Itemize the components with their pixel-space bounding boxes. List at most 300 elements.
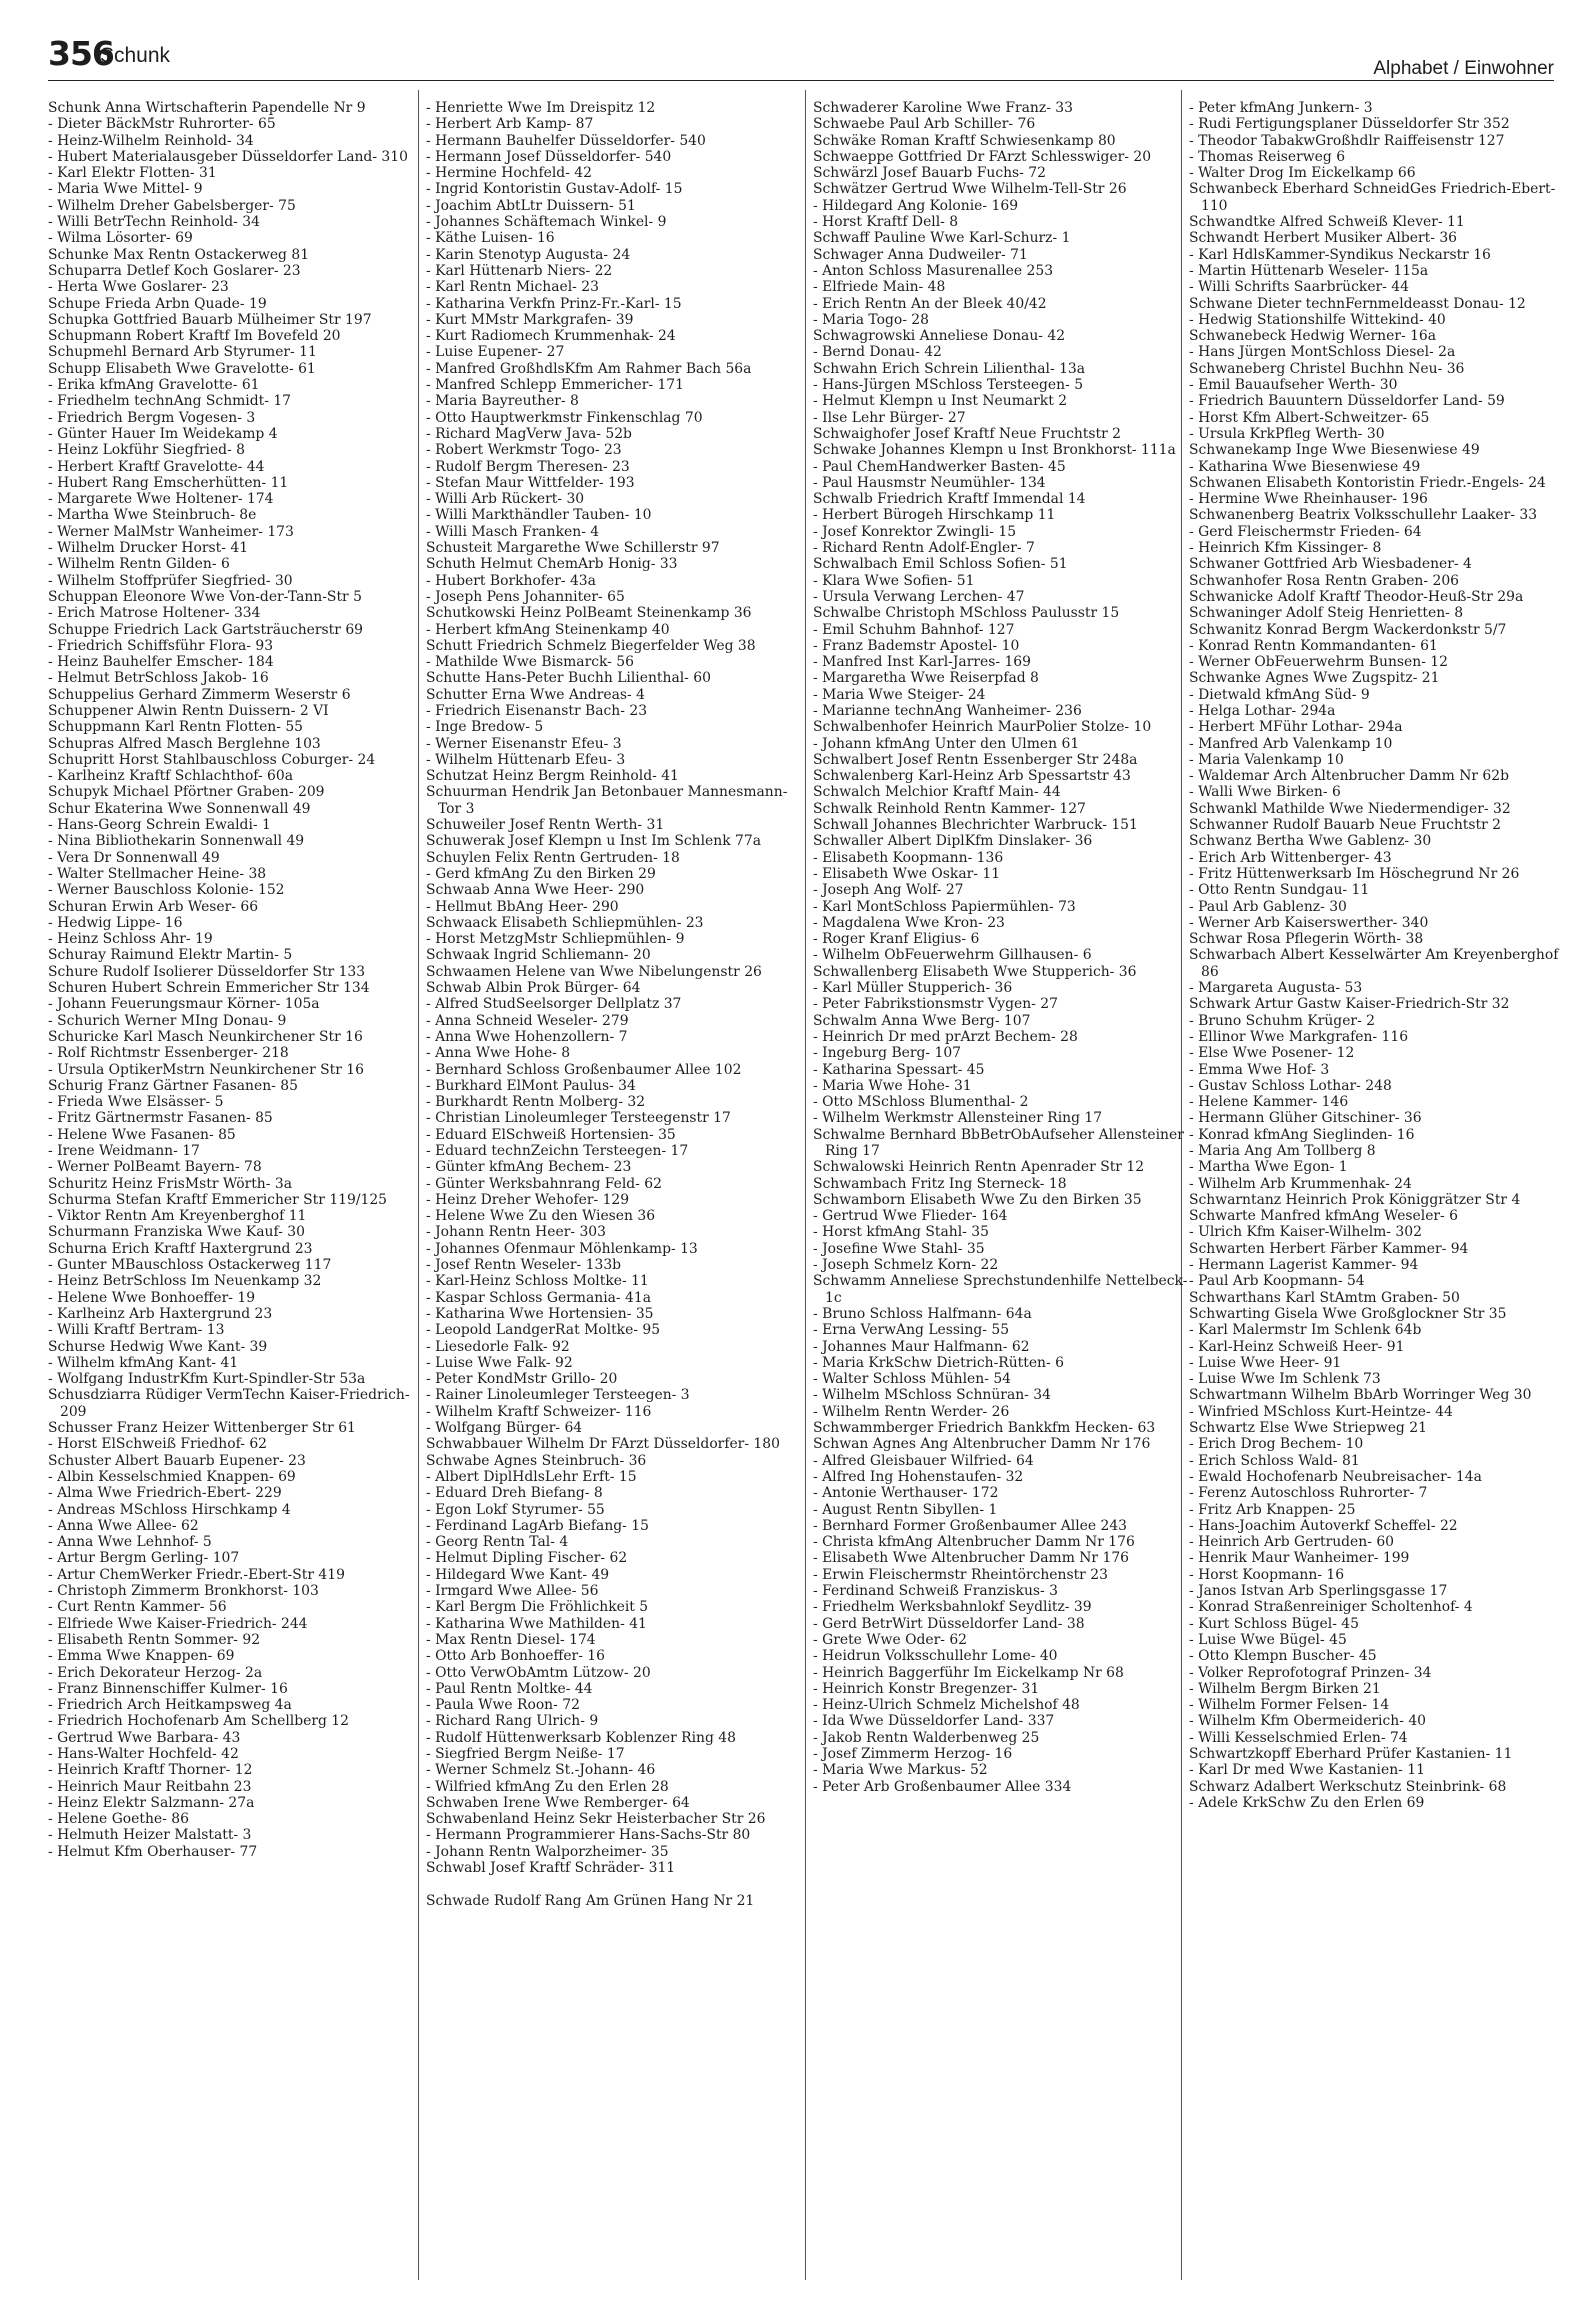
directory-entry: Schurma Stefan Kraftf Emmericher Str 119/125: [48, 1191, 388, 1208]
directory-entry: Schwanz Bertha Wwe Gablenz- 30: [1189, 833, 1432, 850]
directory-entry: Schunk Anna Wirtschafterin Papendelle Nr 9: [48, 100, 366, 116]
directory-entry: Schusser Franz Heizer Wittenberger Str 61: [48, 1420, 356, 1437]
directory-entry: - Katharina Wwe Mathilden- 41: [426, 1615, 647, 1632]
directory-entry: - Katharina Spessart- 45: [813, 1061, 985, 1078]
directory-entry: Schwalowski Heinrich Rentn Apenrader Str 12: [813, 1159, 1145, 1176]
directory-entry: - Helene Wwe Fasanen- 85: [48, 1126, 236, 1143]
directory-entry: - Willi Masch Franken- 4: [426, 523, 600, 540]
directory-entry: Schuparra Detlef Koch Goslarer- 23: [48, 262, 301, 279]
directory-entry: Schwanenberg Beatrix Volksschullehr Laaker- 33: [1189, 507, 1538, 524]
directory-entry: - Willi Markthändler Tauben- 10: [426, 507, 652, 524]
directory-entry: - Else Wwe Posener- 12: [1189, 1045, 1355, 1062]
directory-entry: Schutt Friedrich Schmelz Biegerfelder Weg 38: [426, 637, 756, 654]
directory-entry: Schunke Max Rentn Ostackerweg 81: [48, 246, 310, 263]
directory-entry: - Bernhard Former Großenbaumer Allee 243: [813, 1517, 1128, 1534]
directory-entry: - Heinz Schloss Ahr- 19: [48, 931, 213, 948]
directory-entry: - Karl Elektr Flotten- 31: [48, 165, 217, 182]
directory-entry: - Wilfried kfmAng Zu den Erlen 28: [426, 1778, 669, 1795]
directory-entry: - Eduard technZeichn Tersteegen- 17: [426, 1143, 689, 1159]
directory-entry: - Johannes Ofenmaur Möhlenkamp- 13: [426, 1240, 698, 1257]
directory-entry: Schuppan Eleonore Wwe Von-der-Tann-Str 5: [48, 588, 362, 605]
directory-entry: - Friedrich Eisenanstr Bach- 23: [426, 702, 648, 719]
directory-entry: - Hellmut BbAng Heer- 290: [426, 898, 619, 915]
directory-entry: - Wilhelm Former Felsen- 14: [1189, 1697, 1390, 1714]
directory-entry: - Josefine Wwe Stahl- 35: [813, 1240, 985, 1257]
directory-entry: - Helmut Klempn u Inst Neumarkt 2: [813, 393, 1068, 410]
directory-entry: - Maria KrkSchw Dietrich-Rütten- 6: [813, 1354, 1064, 1371]
directory-entry: Schwallenberg Elisabeth Wwe Stupperich- 36: [813, 963, 1137, 980]
directory-entry: Schusdziarra Rüdiger VermTechn Kaiser-Friedrich- 209: [48, 1387, 410, 1420]
entry-column-3: [813, 100, 1188, 1795]
directory-entry: - Ida Wwe Düsseldorfer Land- 337: [813, 1713, 1055, 1730]
directory-entry: - Herbert Bürogeh Hirschkamp 11: [813, 507, 1056, 524]
directory-entry: - Rainer Linoleumleger Tersteegen- 3: [426, 1387, 690, 1404]
directory-entry: - Volker Reprofotograf Prinzen- 34: [1189, 1664, 1432, 1681]
directory-entry: - Josef Rentn Weseler- 133b: [426, 1257, 622, 1274]
directory-entry: Schwammberger Friedrich Bankkfm Hecken- 63: [813, 1420, 1156, 1437]
directory-entry: - Hubert Materialausgeber Düsseldorfer Land- 310: [48, 148, 408, 165]
directory-entry: - Peter KondMstr Grillo- 20: [426, 1371, 618, 1388]
directory-entry: - Hans-Walter Hochfeld- 42: [48, 1745, 239, 1762]
directory-entry: - Alfred Ing Hohenstaufen- 32: [813, 1468, 1024, 1485]
directory-entry: - Anna Wwe Allee- 62: [48, 1517, 199, 1534]
running-head-keyword: Schunk: [100, 44, 171, 67]
directory-entry: - Heinz Dreher Wehofer- 129: [426, 1191, 630, 1208]
directory-entry: - Manfred GroßhdlsKfm Am Rahmer Bach 56a: [426, 360, 752, 377]
directory-entry: - Heinrich Konstr Bregenzer- 31: [813, 1680, 1040, 1697]
directory-entry: Schwaak Ingrid Schliemann- 20: [426, 947, 651, 964]
directory-entry: - Franz Bademstr Apostel- 10: [813, 637, 1020, 654]
directory-entry: Schwarz Adalbert Werkschutz Steinbrink- 68: [1189, 1778, 1507, 1795]
directory-entry: - Heinz Lokführ Siegfried- 8: [48, 442, 246, 459]
directory-entry: - Eduard ElSchweiß Hortensien- 35: [426, 1126, 676, 1143]
directory-entry: - Andreas MSchloss Hirschkamp 4: [48, 1501, 291, 1518]
directory-entry: - Wolfgang Bürger- 64: [426, 1420, 583, 1437]
directory-entry: - Luise Wwe Bügel- 45: [1189, 1631, 1347, 1648]
directory-entry: - Erich Schloss Wald- 81: [1189, 1452, 1360, 1469]
directory-entry: - Heinrich Kfm Kissinger- 8: [1189, 540, 1382, 557]
directory-entry: - Josef Konrektor Zwingli- 15: [813, 523, 1017, 540]
directory-entry: - Anna Wwe Hohe- 8: [426, 1045, 571, 1062]
directory-entry: - Werner PolBeamt Bayern- 78: [48, 1159, 262, 1176]
directory-entry: - Helga Lothar- 294a: [1189, 702, 1336, 719]
directory-entry: - Vera Dr Sonnenwall 49: [48, 849, 220, 866]
directory-entry: - Erwin Fleischermstr Rheintörchenstr 23: [813, 1566, 1108, 1583]
directory-entry: - Heinz Bauhelfer Emscher- 184: [48, 654, 274, 671]
directory-entry: Schwalch Melchior Kraftf Main- 44: [813, 784, 1061, 801]
directory-entry: - Wilhelm Kraftf Schweizer- 116: [426, 1403, 652, 1420]
directory-entry: - Paula Wwe Roon- 72: [426, 1697, 580, 1714]
directory-entry: - Artur Bergm Gerling- 107: [48, 1550, 240, 1567]
directory-entry: - Hedwig Stationshilfe Wittekind- 40: [1189, 311, 1446, 328]
directory-entry: - Ursula Verwang Lerchen- 47: [813, 588, 1025, 605]
directory-entry: Schwar Rosa Pflegerin Wörth- 38: [1189, 931, 1424, 948]
directory-entry: Schwager Anna Dudweiler- 71: [813, 246, 1028, 263]
directory-entry: - Rudolf Hüttenwerksarb Koblenzer Ring 48: [426, 1729, 736, 1746]
directory-entry: - Peter kfmAng Junkern- 3: [1189, 100, 1373, 116]
directory-entry: Schwarting Gisela Wwe Großglockner Str 35: [1189, 1305, 1507, 1322]
directory-entry: Schwarten Herbert Färber Kammer- 94: [1189, 1240, 1469, 1257]
directory-entry: Schwaeppe Gottfried Dr FArzt Schlesswiger- 20: [813, 148, 1152, 165]
directory-entry: Schwabenland Heinz Sekr Heisterbacher Str 26: [426, 1811, 766, 1828]
directory-entry: Schutkowski Heinz PolBeamt Steinenkamp 36: [426, 605, 752, 622]
directory-entry: - Otto Arb Bonhoeffer- 16: [426, 1648, 605, 1665]
directory-entry: Schuwerak Josef Klempn u Inst Im Schlenk 77a: [426, 833, 761, 850]
directory-entry: Schwarte Manfred kfmAng Weseler- 6: [1189, 1208, 1459, 1225]
directory-entry: Schwanen Elisabeth Kontoristin Friedr.-Engels- 24: [1189, 474, 1546, 491]
directory-entry: - Heinrich Baggerführ Im Eickelkamp Nr 68: [813, 1664, 1124, 1681]
directory-entry: - Heinrich Kraftf Thorner- 12: [48, 1762, 253, 1779]
directory-entry: Schupmann Robert Kraftf Im Bovefeld 20: [48, 328, 341, 345]
directory-entry: - Alfred Gleisbauer Wilfried- 64: [813, 1452, 1034, 1469]
directory-entry: - Emma Wwe Knappen- 69: [48, 1648, 235, 1665]
directory-entry: - Gerd BetrWirt Düsseldorfer Land- 38: [813, 1615, 1085, 1632]
directory-entry: - Dietwald kfmAng Süd- 9: [1189, 686, 1370, 703]
directory-entry: - Bruno Schuhm Krüger- 2: [1189, 1012, 1376, 1029]
directory-entry: Schwan Agnes Ang Altenbrucher Damm Nr 176: [813, 1436, 1151, 1453]
directory-entry: - Manfred Inst Karl-Jarres- 169: [813, 654, 1031, 671]
directory-entry: - Hedwig Lippe- 16: [48, 914, 183, 931]
directory-entry: - Anna Wwe Hohenzollern- 7: [426, 1028, 628, 1045]
directory-entry: Schwade Rudolf Rang Am Grünen Hang Nr 21: [426, 1892, 755, 1909]
directory-entry: - Werner ObFeuerwehrm Bunsen- 12: [1189, 654, 1448, 671]
directory-entry: - Kurt Schloss Bügel- 45: [1189, 1615, 1359, 1632]
directory-entry: - Willi Kesselschmied Erlen- 74: [1189, 1729, 1408, 1746]
directory-entry: Schuppe Friedrich Lack Gartsträucherstr 69: [48, 621, 363, 638]
directory-entry: - Josef Zimmerm Herzog- 16: [813, 1745, 1013, 1762]
directory-entry: - Karl Bergm Die Fröhlichkeit 5: [426, 1599, 649, 1616]
directory-entry: - Horst MetzgMstr Schliepmühlen- 9: [426, 931, 685, 948]
directory-entry: - Helmut Dipling Fischer- 62: [426, 1550, 628, 1567]
directory-entry: - Katharina Verkfn Prinz-Fr.-Karl- 15: [426, 295, 682, 312]
directory-entry: - Nina Bibliothekarin Sonnenwall 49: [48, 833, 305, 850]
directory-entry: - Friedrich Bergm Vogesen- 3: [48, 409, 256, 426]
directory-entry: Schurna Erich Kraftf Haxtergrund 23: [48, 1240, 313, 1257]
directory-entry: - Curt Rentn Kammer- 56: [48, 1599, 227, 1616]
directory-entry: - Hans Jürgen MontSchloss Diesel- 2a: [1189, 344, 1456, 361]
directory-entry: Schwärzl Josef Bauarb Fuchs- 72: [813, 165, 1046, 182]
directory-entry: - Hermann Bauhelfer Düsseldorfer- 540: [426, 132, 706, 149]
directory-entry: - Theodor TabakwGroßhdlr Raiffeisenstr 127: [1189, 132, 1505, 149]
directory-entry: - Friedrich Schiffsführ Flora- 93: [48, 637, 274, 654]
directory-entry: - Inge Bredow- 5: [426, 719, 544, 736]
directory-entry: - Emil Bauaufseher Werth- 30: [1189, 377, 1398, 394]
directory-entry: - Erika kfmAng Gravelotte- 61: [48, 377, 260, 394]
directory-entry: - Manfred Arb Valenkamp 10: [1189, 735, 1393, 752]
directory-entry: - Rudolf Bergm Theresen- 23: [426, 458, 630, 475]
directory-entry: Schupka Gottfried Bauarb Mülheimer Str 197: [48, 311, 372, 328]
directory-entry: - Grete Wwe Oder- 62: [813, 1631, 968, 1648]
directory-entry: - Elisabeth Wwe Oskar- 11: [813, 865, 1001, 882]
directory-entry: Schwalk Reinhold Rentn Kammer- 127: [813, 800, 1086, 817]
directory-entry: - Willi Kraftf Bertram- 13: [48, 1322, 225, 1339]
directory-entry: - Wilhelm Bergm Birken 21: [1189, 1680, 1381, 1697]
directory-entry: - Anna Schneid Weseler- 279: [426, 1012, 629, 1029]
directory-entry: - Erich Dekorateur Herzog- 2a: [48, 1664, 263, 1681]
directory-entry: Schwalenberg Karl-Heinz Arb Spessartstr 43: [813, 768, 1131, 785]
directory-entry: Schwaben Irene Wwe Remberger- 64: [426, 1794, 690, 1811]
directory-entry: - Rolf Richtmstr Essenberger- 218: [48, 1045, 289, 1062]
directory-entry: - Maria Bayreuther- 8: [426, 393, 579, 410]
directory-entry: - Hans-Joachim Autoverkf Scheffel- 22: [1189, 1517, 1458, 1534]
directory-entry: - Erich Rentn An der Bleek 40/42: [813, 295, 1047, 312]
directory-entry: - Katharina Wwe Hortensien- 35: [426, 1305, 654, 1322]
directory-entry: - Emil Schuhm Bahnhof- 127: [813, 621, 1015, 638]
directory-entry: - Kaspar Schloss Germania- 41a: [426, 1289, 651, 1306]
directory-entry: - Karlheinz Kraftf Schlachthof- 60a: [48, 768, 294, 785]
directory-entry: - Ellinor Wwe Markgrafen- 116: [1189, 1028, 1409, 1045]
directory-entry: - Richard MagVerw Java- 52b: [426, 425, 632, 442]
directory-entry: Schwabl Josef Kraftf Schräder- 311: [426, 1860, 676, 1877]
directory-entry: - Willi Schrifts Saarbrücker- 44: [1189, 279, 1409, 296]
directory-entry: - Konrad Rentn Kommandanten- 61: [1189, 637, 1438, 654]
directory-entry: - Wilhelm ObFeuerwehrm Gillhausen- 6: [813, 947, 1092, 964]
directory-entry: - Karl-Heinz Schloss Moltke- 11: [426, 1273, 649, 1290]
directory-entry: - Otto Rentn Sundgau- 11: [1189, 882, 1370, 899]
directory-entry: - Johann Feuerungsmaur Körner- 105a: [48, 996, 320, 1013]
directory-entry: - Albin Kesselschmied Knappen- 69: [48, 1468, 296, 1485]
directory-entry: - Kurt MMstr Markgrafen- 39: [426, 311, 634, 328]
directory-entry: Schutter Erna Wwe Andreas- 4: [426, 686, 645, 703]
directory-entry: - Walter Schloss Mühlen- 54: [813, 1371, 1011, 1388]
directory-entry: - Hans-Jürgen MSchloss Tersteegen- 5: [813, 377, 1084, 394]
directory-entry: - Margarete Wwe Holtener- 174: [48, 491, 274, 508]
directory-entry: - Winfried MSchloss Kurt-Heintze- 44: [1189, 1403, 1453, 1420]
directory-entry: Schwalbe Christoph MSchloss Paulusstr 15: [813, 605, 1120, 622]
directory-entry: Schwartmann Wilhelm BbArb Worringer Weg 30: [1189, 1387, 1532, 1404]
directory-entry: - Hermine Wwe Rheinhauser- 196: [1189, 491, 1428, 508]
directory-entry: Schuurman Hendrik Jan Betonbauer Mannesmann- Tor 3: [426, 784, 788, 817]
directory-entry: Schutte Hans-Peter Buchh Lilienthal- 60: [426, 670, 711, 687]
directory-entry: - Horst Koopmann- 16: [1189, 1566, 1345, 1583]
directory-entry: - Wilma Lösorter- 69: [48, 230, 193, 247]
directory-entry: Schwab Albin Prok Bürger- 64: [426, 980, 641, 997]
directory-entry: - Werner Bauschloss Kolonie- 152: [48, 882, 285, 899]
directory-entry: - Hermann Glüher Gitschiner- 36: [1189, 1110, 1422, 1127]
directory-entry: - Anna Wwe Lehnhof- 5: [48, 1534, 212, 1551]
directory-entry: - Hildegard Ang Kolonie- 169: [813, 197, 1019, 214]
directory-entry: - Adele KrkSchw Zu den Erlen 69: [1189, 1794, 1425, 1811]
directory-entry: - Käthe Luisen- 16: [426, 230, 555, 247]
directory-entry: - Joseph Schmelz Korn- 22: [813, 1257, 999, 1274]
directory-entry: - Frieda Wwe Elsässer- 5: [48, 1094, 224, 1111]
directory-entry: - Wilhelm Dreher Gabelsberger- 75: [48, 197, 296, 214]
directory-entry: - Karl MontSchloss Papiermühlen- 73: [813, 898, 1076, 915]
directory-entry: - Bruno Schloss Halfmann- 64a: [813, 1305, 1032, 1322]
directory-entry: - Hubert Rang Emscherhütten- 11: [48, 474, 289, 491]
directory-entry: Schuth Helmut ChemArb Honig- 33: [426, 556, 678, 573]
directory-entry: - Hermann Programmierer Hans-Sachs-Str 80: [426, 1827, 751, 1844]
directory-entry: - Jakob Rentn Walderbenweg 25: [813, 1729, 1040, 1746]
directory-entry: - Margaretha Wwe Reiserpfad 8: [813, 670, 1039, 687]
directory-entry: - Schurich Werner MIng Donau- 9: [48, 1012, 287, 1029]
directory-entry: - Ulrich Kfm Kaiser-Wilhelm- 302: [1189, 1224, 1422, 1241]
directory-entry: - Fritz Arb Knappen- 25: [1189, 1501, 1356, 1518]
directory-entry: Schuran Erwin Arb Weser- 66: [48, 898, 259, 915]
directory-entry: - Walli Wwe Birken- 6: [1189, 784, 1341, 801]
directory-entry: - Luise Wwe Heer- 91: [1189, 1354, 1342, 1371]
directory-entry: Schwanke Agnes Wwe Zugspitz- 21: [1189, 670, 1440, 687]
directory-entry: Schwamborn Elisabeth Wwe Zu den Birken 35: [813, 1191, 1142, 1208]
directory-entry: Schwanhofer Rosa Rentn Graben- 206: [1189, 572, 1459, 589]
directory-entry: - Horst Kfm Albert-Schweitzer- 65: [1189, 409, 1430, 426]
directory-entry: - Marianne technAng Wanheimer- 236: [813, 702, 1082, 719]
directory-entry: - Waldemar Arch Altenbrucher Damm Nr 62b: [1189, 768, 1509, 785]
directory-entry: - Siegfried Bergm Neiße- 17: [426, 1745, 625, 1762]
directory-entry: - Werner Eisenanstr Efeu- 3: [426, 735, 622, 752]
entry-column-4: [1189, 100, 1564, 1811]
directory-entry: - Maria Ang Am Tollberg 8: [1189, 1143, 1376, 1159]
directory-entry: - Karl Müller Stupperich- 36: [813, 980, 1013, 997]
directory-entry: - Ingeburg Berg- 107: [813, 1045, 962, 1062]
directory-entry: Schurig Franz Gärtner Fasanen- 85: [48, 1077, 298, 1094]
directory-entry: - Bernhard Schloss Großenbaumer Allee 102: [426, 1061, 742, 1078]
directory-entry: - Otto Klempn Buscher- 45: [1189, 1648, 1377, 1665]
directory-entry: - Franz Binnenschiffer Kulmer- 16: [48, 1680, 288, 1697]
directory-entry: - Karl Dr med Wwe Kastanien- 11: [1189, 1762, 1425, 1779]
directory-entry: Schuppener Alwin Rentn Duissern- 2 VI: [48, 702, 329, 719]
directory-entry: - Wilhelm Rentn Werder- 26: [813, 1403, 1010, 1420]
directory-entry: Schupp Elisabeth Wwe Gravelotte- 61: [48, 360, 316, 377]
directory-entry: - Heinrich Maur Reitbahn 23: [48, 1778, 252, 1795]
directory-entry: - Konrad Straßenreiniger Scholtenhof- 4: [1189, 1599, 1473, 1616]
directory-entry: Schupritt Horst Stahlbauschloss Coburger- 24: [48, 751, 376, 768]
directory-entry: - Werner Arb Kaiserswerther- 340: [1189, 914, 1429, 931]
directory-entry: Schwartzkopff Eberhard Prüfer Kastanien- 11: [1189, 1745, 1513, 1762]
directory-entry: - Friedrich Hochofenarb Am Schellberg 12: [48, 1713, 349, 1730]
directory-entry: Schuppmann Karl Rentn Flotten- 55: [48, 719, 304, 736]
directory-entry: - Willi BetrTechn Reinhold- 34: [48, 214, 260, 231]
directory-entry: - Horst Kraftf Dell- 8: [813, 214, 959, 231]
directory-entry: - Herbert MFühr Lothar- 294a: [1189, 719, 1403, 736]
directory-entry: Schwanitz Konrad Bergm Wackerdonkstr 5/7: [1189, 621, 1507, 638]
directory-entry: - Margareta Augusta- 53: [1189, 980, 1363, 997]
directory-entry: - Karl Hüttenarb Niers- 22: [426, 262, 613, 279]
directory-entry: - Herbert Arb Kamp- 87: [426, 116, 594, 133]
directory-entry: - Heinrich Dr med prArzt Bechem- 28: [813, 1028, 1078, 1045]
directory-entry: - Helene Wwe Zu den Wiesen 36: [426, 1208, 656, 1225]
directory-entry: - Joseph Ang Wolf- 27: [813, 882, 964, 899]
directory-entry: Schwaderer Karoline Wwe Franz- 33: [813, 100, 1073, 116]
directory-entry: - Hermann Lagerist Kammer- 94: [1189, 1257, 1419, 1274]
directory-entry: - Werner Schmelz St.-Johann- 46: [426, 1762, 656, 1779]
directory-entry: - Gustav Schloss Lothar- 248: [1189, 1077, 1392, 1094]
directory-entry: - Ilse Lehr Bürger- 27: [813, 409, 966, 426]
directory-entry: - Ferdinand LagArb Biefang- 15: [426, 1517, 649, 1534]
directory-entry: Schwagrowski Anneliese Donau- 42: [813, 328, 1066, 345]
directory-entry: - Karin Stenotyp Augusta- 24: [426, 246, 631, 263]
directory-entry: Schwartz Else Wwe Striepweg 21: [1189, 1420, 1427, 1437]
page-number: 356: [48, 34, 114, 73]
directory-entry: Schwark Artur Gastw Kaiser-Friedrich-Str 32: [1189, 996, 1510, 1013]
directory-entry: - Friedhelm technAng Schmidt- 17: [48, 393, 292, 410]
directory-entry: - Maria Wwe Steiger- 24: [813, 686, 986, 703]
directory-entry: - Heidrun Volksschullehr Lome- 40: [813, 1648, 1058, 1665]
directory-entry: Schwabbauer Wilhelm Dr FArzt Düsseldorfer- 180: [426, 1436, 780, 1453]
directory-entry: Schwalme Bernhard BbBetrObAufseher Allensteiner Ring 17: [813, 1126, 1184, 1159]
directory-entry: - Viktor Rentn Am Kreyenberghof 11: [48, 1208, 307, 1225]
directory-entry: - Richard Rang Ulrich- 9: [426, 1713, 599, 1730]
directory-entry: - Wilhelm kfmAng Kant- 41: [48, 1354, 239, 1371]
directory-entry: - Burkhard ElMont Paulus- 34: [426, 1077, 636, 1094]
directory-entry: - Christoph Zimmerm Bronkhorst- 103: [48, 1583, 319, 1600]
directory-entry: - Hermann Josef Düsseldorfer- 540: [426, 148, 672, 165]
directory-entry: Schwarthans Karl StAmtm Graben- 50: [1189, 1289, 1460, 1306]
directory-entry: Schwarbach Albert Kesselwärter Am Kreyenberghof 86: [1189, 947, 1559, 980]
directory-entry: - Irmgard Wwe Allee- 56: [426, 1583, 599, 1600]
directory-entry: - Elisabeth Koopmann- 136: [813, 849, 1004, 866]
directory-entry: Schuray Raimund Elektr Martin- 5: [48, 947, 293, 964]
directory-entry: Schuster Albert Bauarb Eupener- 23: [48, 1452, 306, 1469]
directory-entry: - Alma Wwe Friedrich-Ebert- 229: [48, 1485, 282, 1502]
directory-entry: - Friedhelm Werksbahnlokf Seydlitz- 39: [813, 1599, 1092, 1616]
directory-entry: Schupyk Michael Pförtner Graben- 209: [48, 784, 325, 801]
directory-entry: - Katharina Wwe Biesenwiese 49: [1189, 458, 1421, 475]
directory-entry: - Hans-Georg Schrein Ewaldi- 1: [48, 817, 271, 834]
directory-entry: - Christa kfmAng Altenbrucher Damm Nr 176: [813, 1534, 1135, 1551]
directory-entry: Schurse Hedwig Wwe Kant- 39: [48, 1338, 268, 1355]
directory-entry: - Werner MalMstr Wanheimer- 173: [48, 523, 294, 540]
directory-entry: - Martha Wwe Steinbruch- 8e: [48, 507, 257, 524]
directory-entry: Schurmann Franziska Wwe Kauf- 30: [48, 1224, 305, 1241]
directory-entry: - Gertrud Wwe Flieder- 164: [813, 1208, 1008, 1225]
directory-entry: - Kurt Radiomech Krummenhak- 24: [426, 328, 676, 345]
directory-entry: - Wilhelm Hüttenarb Efeu- 3: [426, 751, 626, 768]
header-rule: [48, 80, 1554, 81]
directory-entry: - Burkhardt Rentn Molberg- 32: [426, 1094, 646, 1111]
directory-entry: Schuritz Heinz FrisMstr Wörth- 3a: [48, 1175, 292, 1192]
directory-entry: - August Rentn Sibyllen- 1: [813, 1501, 998, 1518]
directory-entry: Schwaab Anna Wwe Heer- 290: [426, 882, 645, 899]
directory-entry: Schwalb Friedrich Kraftf Immendal 14: [813, 491, 1086, 508]
directory-entry: - Luise Wwe Im Schlenk 73: [1189, 1371, 1381, 1388]
directory-entry: - Walter Drog Im Eickelkamp 66: [1189, 165, 1416, 182]
directory-entry: Schwanbeck Eberhard SchneidGes Friedrich-Ebert- 110: [1189, 181, 1556, 214]
directory-entry: Schupmehl Bernard Arb Styrumer- 11: [48, 344, 317, 361]
entry-column-1: [48, 100, 423, 1860]
directory-entry: - Friedrich Bauuntern Düsseldorfer Land- 59: [1189, 393, 1505, 410]
directory-entry: Schwaamen Helene van Wwe Nibelungenstr 26: [426, 963, 762, 980]
directory-entry: Schwalbach Emil Schloss Sofien- 51: [813, 556, 1068, 573]
directory-entry: - Janos Istvan Arb Sperlingsgasse 17: [1189, 1583, 1448, 1600]
directory-entry: - Willi Arb Rückert- 30: [426, 491, 585, 508]
directory-entry: Schwätzer Gertrud Wwe Wilhelm-Tell-Str 26: [813, 181, 1127, 198]
directory-entry: - Helmut Kfm Oberhauser- 77: [48, 1843, 258, 1860]
directory-entry: Schwanekamp Inge Wwe Biesenwiese 49: [1189, 442, 1480, 459]
directory-entry: - Gunter MBauschloss Ostackerweg 117: [48, 1257, 332, 1274]
directory-entry: - Klara Wwe Sofien- 51: [813, 572, 975, 589]
directory-entry: - Walter Stellmacher Heine- 38: [48, 865, 267, 882]
directory-entry: - Hildegard Wwe Kant- 49: [426, 1566, 610, 1583]
directory-entry: - Paul Rentn Moltke- 44: [426, 1680, 593, 1697]
directory-entry: - Magdalena Wwe Kron- 23: [813, 914, 1005, 931]
directory-entry: - Peter Arb Großenbaumer Allee 334: [813, 1778, 1072, 1795]
directory-entry: - Robert Werkmstr Togo- 23: [426, 442, 622, 459]
directory-entry: - Paul ChemHandwerker Basten- 45: [813, 458, 1066, 475]
directory-entry: - Otto VerwObAmtm Lützow- 20: [426, 1664, 651, 1681]
directory-entry: - Dieter BäckMstr Ruhrorter- 65: [48, 116, 276, 133]
directory-entry: - Eduard Dreh Biefang- 8: [426, 1485, 603, 1502]
directory-entry: Schwaebe Paul Arb Schiller- 76: [813, 116, 1036, 133]
directory-entry: Schwandt Herbert Musiker Albert- 36: [1189, 230, 1457, 247]
directory-entry: - Richard Rentn Adolf-Engler- 7: [813, 540, 1035, 557]
directory-entry: - Helmuth Heizer Malstatt- 3: [48, 1827, 252, 1844]
directory-entry: - Gerd Fleischermstr Frieden- 64: [1189, 523, 1422, 540]
directory-entry: - Wilhelm Kfm Obermeiderich- 40: [1189, 1713, 1427, 1730]
directory-entry: - Heinz BetrSchloss Im Neuenkamp 32: [48, 1273, 322, 1290]
directory-entry: - Max Rentn Diesel- 174: [426, 1631, 596, 1648]
directory-entry: - Martin Hüttenarb Weseler- 115a: [1189, 262, 1429, 279]
